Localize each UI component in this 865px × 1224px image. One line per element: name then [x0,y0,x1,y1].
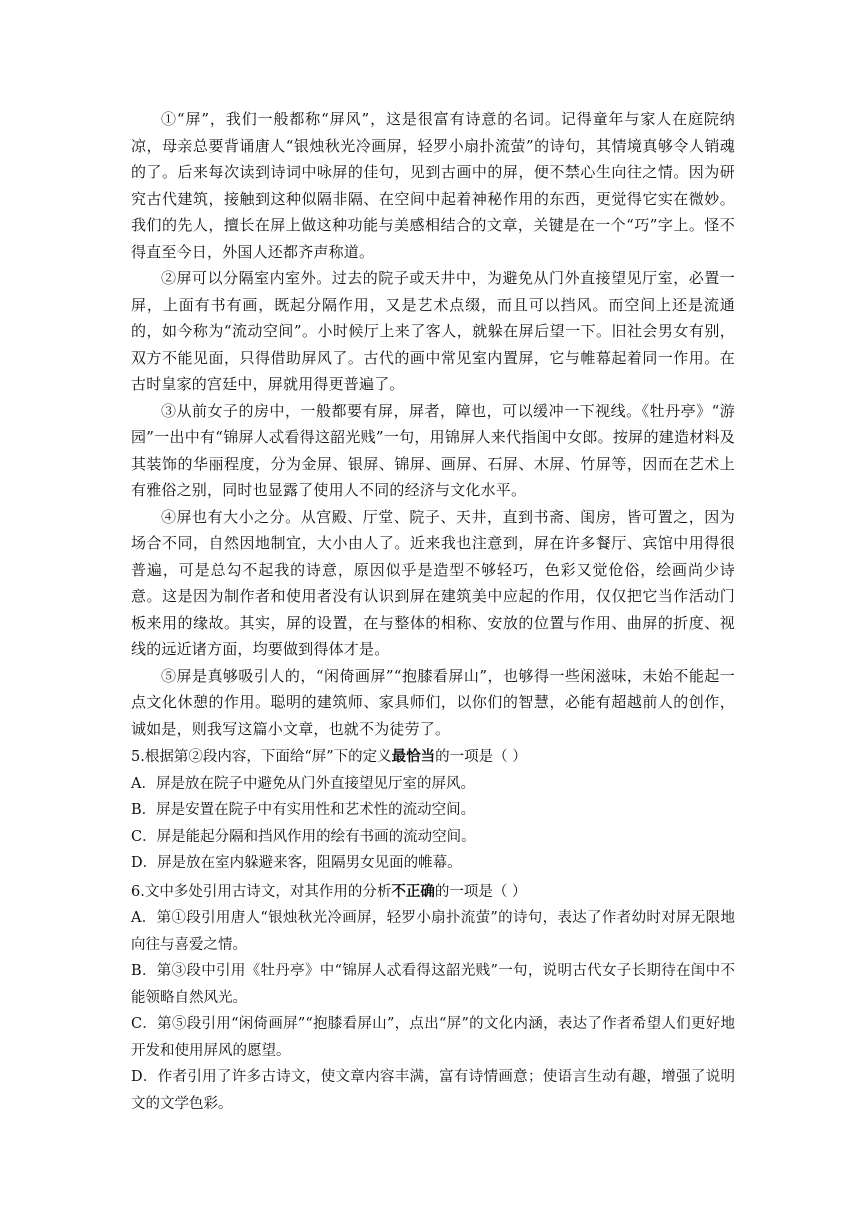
passage-paragraph-2: ②屏可以分隔室内室外。过去的院子或天井中，为避免从门外直接望见厅室，必置一屏，上面有书有画，既起分隔作用，又是艺术点缀，而且可以挡风。而空间上还是流通的，如今称为“流动空间”。小时候厅上来了客人，就躲在屏后望一下。旧社会男女有别，双方不能见面，只得借助屏风了。古代的画中常见室内置屏，它与帷幕起着同一作用。在古时皇家的宫廷中，屏就用得更普遍了。 [131,269,735,393]
question-stem-emphasis: 不正确 [391,882,435,900]
question-option-a: A．屏是放在院子中避免从门外直接望见厅室的屏风。 [131,775,475,792]
passage-paragraph-5: ⑤屏是真够吸引人的，“闲倚画屏”“抱膝看屏山”，也够得一些闲滋味，未始不能起一点文化休憩的作用。聪明的建筑师、家具师们，以你们的智慧，必能有超越前人的创作，诚如是，则我写这篇小文章，也就不为徒劳了。 [131,666,735,738]
passage-paragraph-4: ④屏也有大小之分。从宫殿、厅堂、院子、天井，直到书斋、闺房，皆可置之，因为场合不同，自然因地制宜，大小由人了。近来我也注意到，屏在许多餐厅、宾馆中用得很普遍，可是总勾不起我的诗意，原因似乎是造型不够轻巧，色彩又觉伧俗，绘画尚少诗意。这是因为制作者和使用者没有认识到屏在建筑美中应起的作用，仅仅把它当作活动门板来用的缘故。其实，屏的设置，在与整体的相称、安放的位置与作用、曲屏的折度、视线的远近诸方面，均要做到得体才是。 [131,507,735,658]
passage-paragraph-3: ③从前女子的房中，一般都要有屏，屏者，障也，可以缓冲一下视线。《牡丹亭》“游园”一出中有“锦屏人忒看得这韶光贱”一句，用锦屏人来代指闺中女郎。按屏的建造材料及其装饰的华丽程度，分为金屏、银屏、锦屏、画屏、石屏、木屏、竹屏等，因而在艺术上有雅俗之别，同时也显露了使用人不同的经济与文化水平。 [131,401,735,499]
question-stem-text: 5.根据第②段内容，下面给“屏”下的定义 [131,749,392,765]
question-5 [131,744,735,877]
question-stem [131,879,735,906]
question-6 [131,879,735,1118]
reading-passage [131,106,735,742]
question-stem-text: 6.文中多处引用古诗文，对其作用的分析 [131,883,392,900]
document-content [131,106,735,1117]
question-option-c: C．屏是能起分隔和挡风作用的绘有书画的流动空间。 [131,828,476,845]
question-option-b: B．第③段中引用《牡丹亭》中“锦屏人忒看得这韶光贱”一句，说明古代女子长期待在闺中不能领略自然风光。 [131,963,735,1006]
question-option-d: D．作者引用了许多古诗文，使文章内容丰满，富有诗情画意；使语言生动有趣，增强了说明文的文学色彩。 [131,1069,735,1112]
question-stem-emphasis: 最恰当 [391,748,436,765]
question-stem-tail: 的一项是（ ） [434,883,527,900]
question-stem [131,744,735,771]
question-stem-tail: 的一项是（ ） [435,749,527,765]
question-option-c: C．第⑤段引用“闲倚画屏”“抱膝看屏山”，点出“屏”的文化内涵，表达了作者希望人们更好地开发和使用屏风的愿望。 [131,1016,735,1059]
question-option-b: B．屏是安置在院子中有实用性和艺术性的流动空间。 [131,802,476,818]
question-option-d: D．屏是放在室内躲避来客，阻隔男女见面的帷幕。 [131,855,462,871]
passage-paragraph-1: ①“屏”，我们一般都称“屏风”，这是很富有诗意的名词。记得童年与家人在庭院纳凉，母亲总要背诵唐人“银烛秋光冷画屏，轻罗小扇扑流萤”的诗句，其情境真够令人销魂的了。后来每次读到诗词中咏屏的佳句，见到古画中的屏，便不禁心生向往之情。因为研究古代建筑，接触到这种似隔非隔、在空间中起着神秘作用的东西，更觉得它实在微妙。我们的先人，擅长在屏上做这种功能与美感相结合的文章，关键是在一个“巧”字上。怪不得直至今日，外国人还都齐声称道。 [131,110,735,261]
question-option-a: A．第①段引用唐人“银烛秋光冷画屏，轻罗小扇扑流萤”的诗句，表达了作者幼时对屏无限地向往与喜爱之情。 [131,910,735,953]
